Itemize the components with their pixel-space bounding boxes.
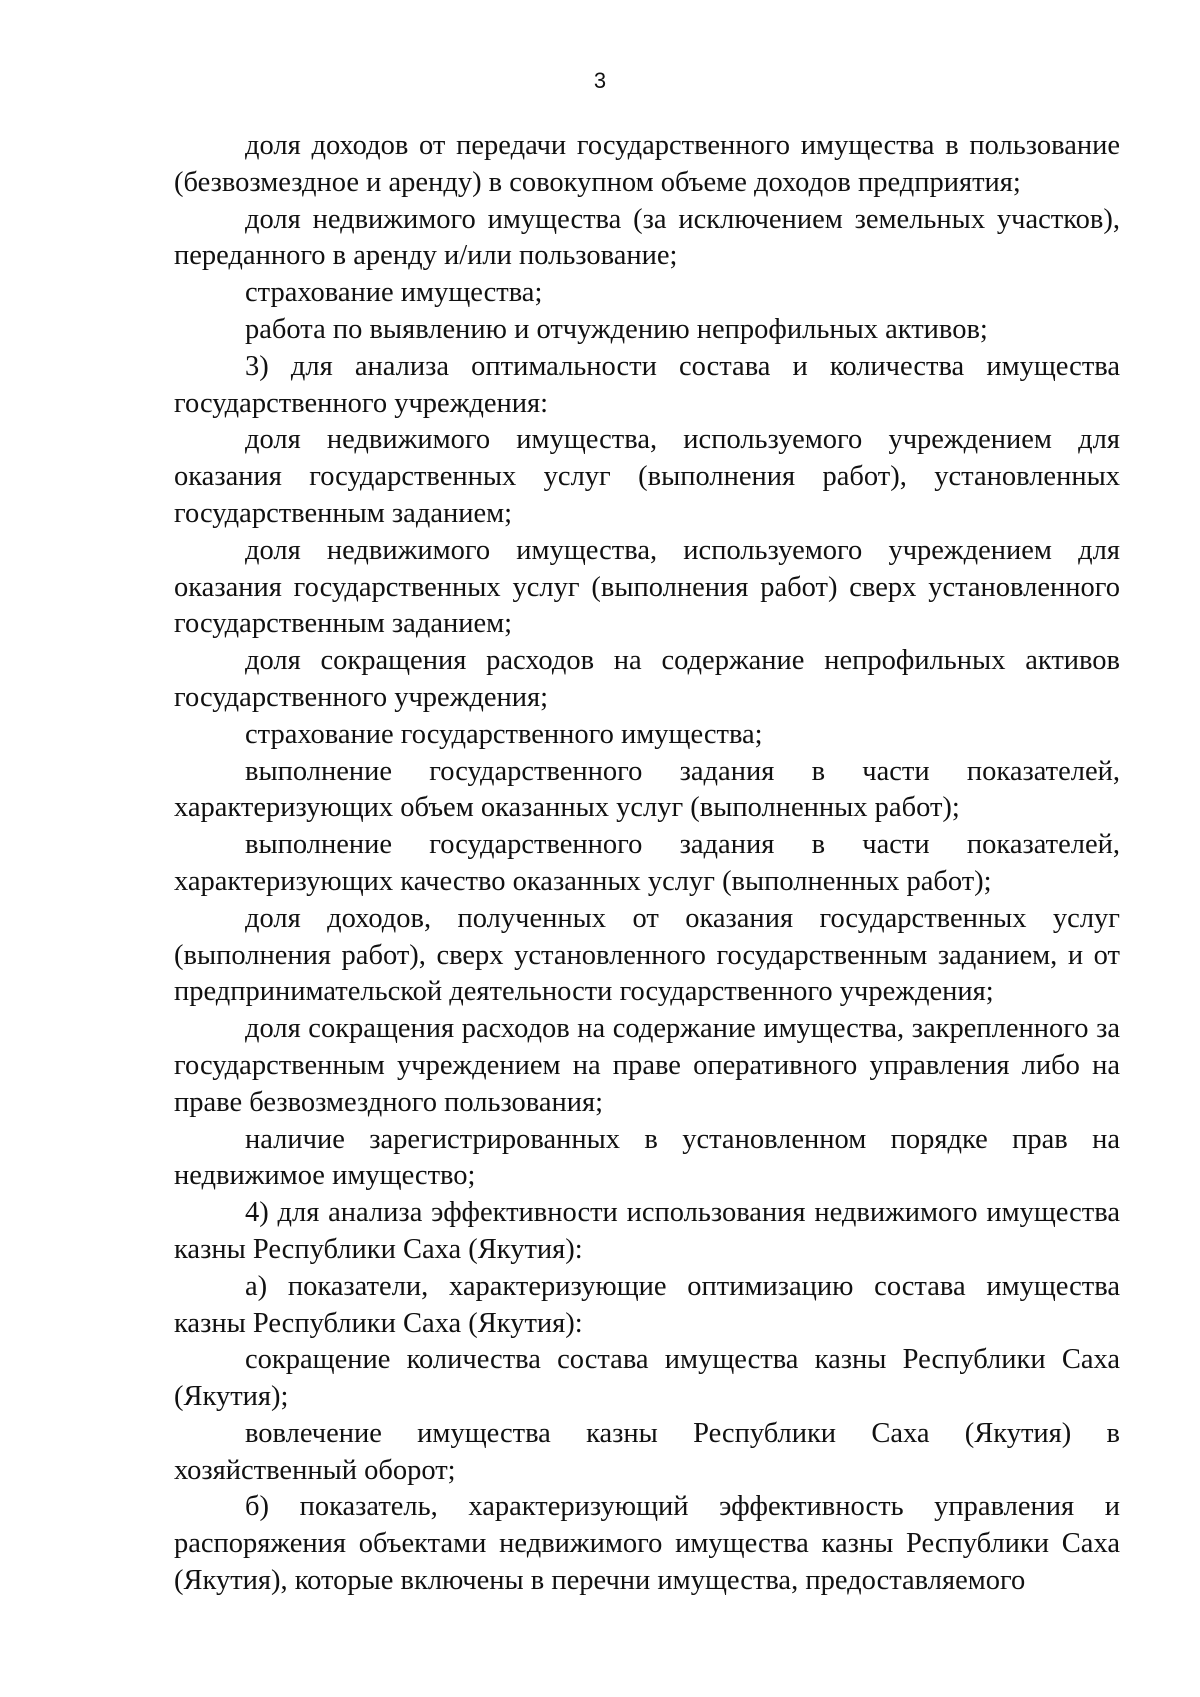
paragraph: выполнение государственного задания в части показателей, характеризующих качество оказанных услуг (выполненных работ); bbox=[174, 829, 1120, 897]
paragraph: а) показатели, характеризующие оптимизацию состава имущества казны Республики Саха (Якутия): bbox=[174, 1270, 1120, 1339]
paragraph: страхование имущества; bbox=[245, 277, 543, 309]
paragraph: сокращение количества состава имущества казны Республики Саха (Якутия); bbox=[174, 1344, 1120, 1413]
paragraph: 4) для анализа эффективности использования недвижимого имущества казны Республики Саха (Якутия): bbox=[174, 1197, 1120, 1265]
paragraph: выполнение государственного задания в части показателей, характеризующих объем оказанных услуг (выполненных работ); bbox=[174, 755, 1120, 824]
paragraph: доля недвижимого имущества (за исключением земельных участков), переданного в аренду и/или пользование; bbox=[174, 203, 1120, 272]
paragraph: вовлечение имущества казны Республики Саха (Якутия) в хозяйственный оборот; bbox=[174, 1417, 1120, 1486]
paragraph: доля доходов от передачи государственного имущества в пользование (безвозмездное и аренду) в совокупном объеме доходов предприятия; bbox=[174, 130, 1120, 198]
paragraph: доля сокращения расходов на содержание имущества, закрепленного за государственным учреждением на праве оперативного управления либо на праве безвозмездного пользования; bbox=[174, 1013, 1120, 1118]
paragraph: б) показатель, характеризующий эффективность управления и распоряжения объектами недвижимого имущества казны Республики Саха (Якутия), которые включены в перечни имущества, предоставляемого bbox=[174, 1491, 1120, 1597]
paragraph: доля сокращения расходов на содержание непрофильных активов государственного учреждения; bbox=[174, 645, 1120, 713]
document-body bbox=[174, 128, 1120, 1600]
paragraph: 3) для анализа оптимальности состава и количества имущества государственного учреждения: bbox=[174, 350, 1120, 419]
paragraph: доля доходов, полученных от оказания государственных услуг (выполнения работ), сверх установленного государственным заданием, и от предпринимательской деятельности государственного учреждения; bbox=[174, 902, 1120, 1008]
page-number: 3 bbox=[593, 68, 607, 93]
paragraph: наличие зарегистрированных в установленном порядке прав на недвижимое имущество; bbox=[174, 1123, 1120, 1192]
paragraph: страхование государственного имущества; bbox=[245, 718, 763, 750]
paragraph: доля недвижимого имущества, используемого учреждением для оказания государственных услуг (выполнения работ), установленных государственным заданием; bbox=[174, 424, 1120, 529]
paragraph: работа по выявлению и отчуждению непрофильных активов; bbox=[245, 313, 988, 345]
paragraph: доля недвижимого имущества, используемого учреждением для оказания государственных услуг (выполнения работ) сверх установленного государственным заданием; bbox=[174, 534, 1120, 640]
